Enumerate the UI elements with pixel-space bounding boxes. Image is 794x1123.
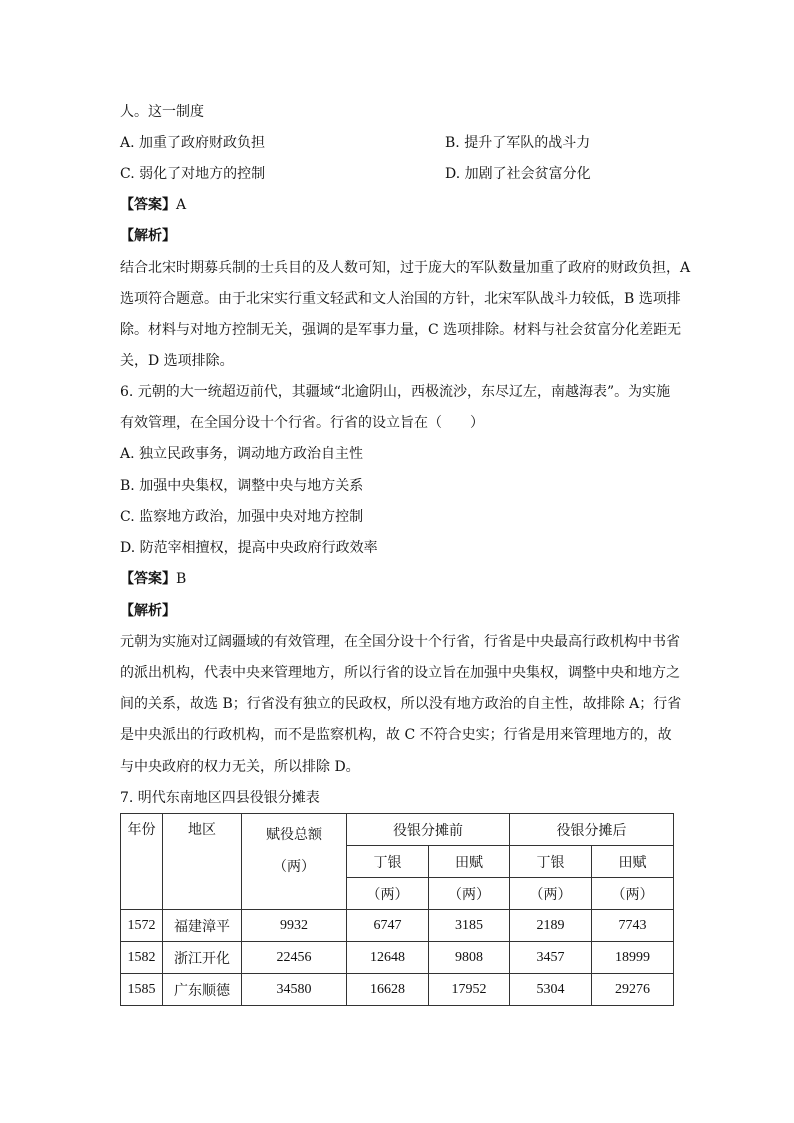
cell-after-ding: 3457 (510, 942, 592, 974)
cell-year: 1572 (121, 910, 163, 942)
cell-before-ding: 6747 (347, 910, 429, 942)
q6-option-d (120, 538, 378, 558)
cell-before-ding: 16628 (347, 974, 429, 1006)
header-before: 役银分摊前 (347, 814, 510, 846)
cell-before-ding: 12648 (347, 942, 429, 974)
q6-option-c (120, 507, 363, 527)
option-text: 加强中央集权，调整中央与地方关系 (139, 478, 364, 494)
option-label: A. (120, 446, 135, 462)
option-text: 弱化了对地方的控制 (139, 166, 266, 182)
option-text: 加重了政府财政负担 (139, 135, 266, 151)
option-label: D. (120, 540, 136, 556)
option-label: A. (120, 135, 135, 151)
q6-analysis-line-5: 与中央政府的权力无关，所以排除 D。 (120, 759, 360, 775)
cell-after-tian: 18999 (592, 942, 674, 974)
silver-allocation-table (120, 813, 674, 1006)
q5-analysis-line-4: 关，D 选项排除。 (120, 353, 234, 369)
cell-before-tian: 17952 (429, 974, 510, 1006)
table-row (121, 974, 674, 1006)
cell-after-ding: 5304 (510, 974, 592, 1006)
header-after: 役银分摊后 (510, 814, 674, 846)
option-text: 独立民政事务，调动地方政治自主性 (139, 446, 364, 462)
header-total-unit: （两） (273, 859, 315, 875)
option-label: B. (120, 478, 135, 494)
q6-answer (120, 569, 186, 589)
q5-option-a (120, 133, 265, 153)
cell-before-tian: 9808 (429, 942, 510, 974)
q6-analysis-line-1: 元朝为实施对辽阔疆域的有效管理，在全国分设十个行省，行省是中央最高行政机构中书省 (120, 634, 680, 650)
q6-analysis-line-3: 间的关系，故选 B；行省没有独立的民政权，所以没有地方政治的自主性，故排除 A；行省 (120, 696, 682, 712)
q6-analysis-line-2: 的派出机构，代表中央来管理地方，所以行省的设立旨在加强中央集权，调整中央和地方之 (120, 665, 680, 681)
header-before-tian: 田赋 (429, 846, 510, 878)
cell-region: 浙江开化 (163, 942, 242, 974)
q5-analysis-label: 【解析】 (120, 228, 176, 244)
q5-option-d (445, 164, 591, 184)
cell-region: 福建漳平 (163, 910, 242, 942)
q6-analysis-label: 【解析】 (120, 603, 176, 619)
answer-label: 【答案】 (120, 571, 176, 587)
option-label: D. (445, 166, 461, 182)
q6-analysis-line-4: 是中央派出的行政机构，而不是监察机构，故 C 不符合史实；行省是用来管理地方的，故 (120, 727, 672, 743)
q5-analysis-line-2: 选项符合题意。由于北宋实行重文轻武和文人治国的方针，北宋军队战斗力较低，B 选项排 (120, 291, 681, 307)
cell-after-tian: 7743 (592, 910, 674, 942)
answer-value: A (176, 197, 187, 213)
q6-option-b (120, 476, 363, 496)
q5-analysis-line-3: 除。材料与对地方控制无关，强调的是军事力量，C 选项排除。材料与社会贫富分化差距无 (120, 322, 682, 338)
header-before-ding: 丁银 (347, 846, 429, 878)
option-label: C. (120, 509, 135, 525)
answer-label: 【答案】 (120, 197, 176, 213)
cell-total: 22456 (242, 942, 347, 974)
q5-stem-tail: 人。这一制度 (120, 104, 204, 120)
cell-year: 1582 (121, 942, 163, 974)
cell-total: 34580 (242, 974, 347, 1006)
q5-analysis-line-1: 结合北宋时期募兵制的士兵目的及人数可知，过于庞大的军队数量加重了政府的财政负担，A (120, 260, 691, 276)
unit-after-ding: （两） (510, 878, 592, 910)
table-header-row (121, 814, 674, 846)
cell-after-ding: 2189 (510, 910, 592, 942)
table-row (121, 942, 674, 974)
cell-year: 1585 (121, 974, 163, 1006)
cell-region: 广东顺德 (163, 974, 242, 1006)
q5-option-b (445, 133, 590, 153)
header-after-ding: 丁银 (510, 846, 592, 878)
q6-option-a (120, 444, 363, 464)
header-region: 地区 (163, 814, 242, 910)
q5-answer (120, 195, 186, 215)
header-total (242, 814, 347, 910)
header-year: 年份 (121, 814, 163, 910)
option-text: 防范宰相擅权，提高中央政府行政效率 (139, 540, 378, 556)
header-total-label: 赋役总额 (266, 827, 322, 843)
option-label: B. (445, 135, 460, 151)
q6-stem-line-2: 有效管理，在全国分设十个行省。行省的设立旨在（ ） (120, 415, 484, 431)
cell-total: 9932 (242, 910, 347, 942)
cell-before-tian: 3185 (429, 910, 510, 942)
unit-after-tian: （两） (592, 878, 674, 910)
answer-value: B (176, 571, 187, 587)
q5-option-c (120, 164, 265, 184)
unit-before-tian: （两） (429, 878, 510, 910)
q7-title: 7. 明代东南地区四县役银分摊表 (120, 790, 320, 806)
cell-after-tian: 29276 (592, 974, 674, 1006)
unit-before-ding: （两） (347, 878, 429, 910)
q6-stem-line-1: 6. 元朝的大一统超迈前代，其疆域“北逾阴山，西极流沙，东尽辽左，南越海表”。为实施 (120, 384, 671, 400)
option-text: 提升了军队的战斗力 (464, 135, 591, 151)
table-row (121, 910, 674, 942)
option-label: C. (120, 166, 135, 182)
option-text: 加剧了社会贫富分化 (464, 166, 591, 182)
option-text: 监察地方政治，加强中央对地方控制 (139, 509, 364, 525)
header-after-tian: 田赋 (592, 846, 674, 878)
